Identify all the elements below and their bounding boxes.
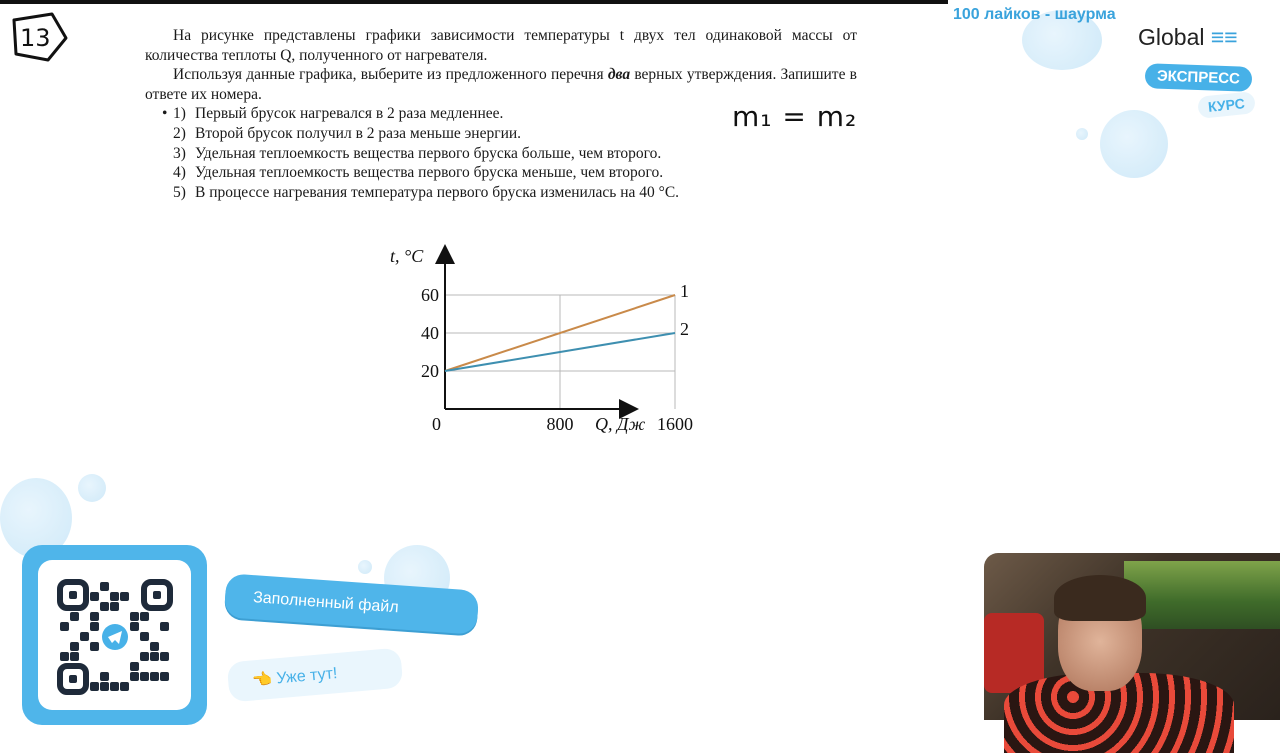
webcam-overlay [984,553,1280,720]
series-label: 1 [680,281,689,301]
origin-label: 0 [432,414,441,434]
x-tick-label: 800 [546,414,574,434]
emphasis: два [607,66,631,84]
option-item: 3) Удельная теплоемкость вещества первого бруска больше, чем второго. [173,144,662,162]
course-tag-secondary: КУРС [1197,91,1256,119]
webcam-hair [1054,575,1146,621]
y-tick-label: 60 [421,285,439,305]
tv-screen [1124,561,1280,629]
x-axis-label: Q, Дж [595,414,646,434]
cursor-bullet: • [162,105,168,123]
option-item: 2) Второй брусок получил в 2 раза меньше энергии. [173,124,522,142]
handwritten-note: m₁ = m₂ [732,100,858,133]
likes-banner: 100 лайков - шаурма [953,6,1116,23]
brand-mark-icon: ≡≡ [1210,24,1238,50]
problem-intro: На рисунке представлены графики зависимости температуры t двух тел одинаковой массы от количества теплоты Q, полученного от нагревателя. [145,27,857,64]
decor-bubble [78,474,106,502]
option-item: 4) Удельная теплоемкость вещества первого бруска меньше, чем второго. [173,164,664,182]
decor-bubble [1100,110,1168,178]
decor-bubble [358,560,372,574]
telegram-qr-code[interactable] [60,582,170,692]
decor-bubble [1076,128,1088,140]
qr-caption-note: 👈 Уже тут! [227,647,404,702]
problem-number: 13 [20,24,51,52]
problem-task: Используя данные графика, выберите из предложенного перечня два верных утверждения. Запишите в ответе их номера. [145,66,858,103]
y-axis-label: t, °C [390,246,424,266]
y-tick-label: 20 [421,361,439,381]
option-item: 1) Первый брусок нагревался в 2 раза медленнее. [173,105,504,123]
temperature-chart [380,238,693,448]
qr-caption-button[interactable]: Заполненный файл [224,573,479,635]
course-tag: ЭКСПРЕСС [1145,63,1253,92]
y-tick-label: 40 [421,323,439,343]
x-tick-label: 1600 [657,414,693,434]
top-bar [0,0,948,4]
option-item: 5) В процессе нагревания температура первого бруска изменилась на 40 °С. [173,183,680,201]
brand-logo: Global ≡≡ [1138,24,1238,50]
problem-number-badge [8,10,70,66]
series-label: 2 [680,319,689,339]
